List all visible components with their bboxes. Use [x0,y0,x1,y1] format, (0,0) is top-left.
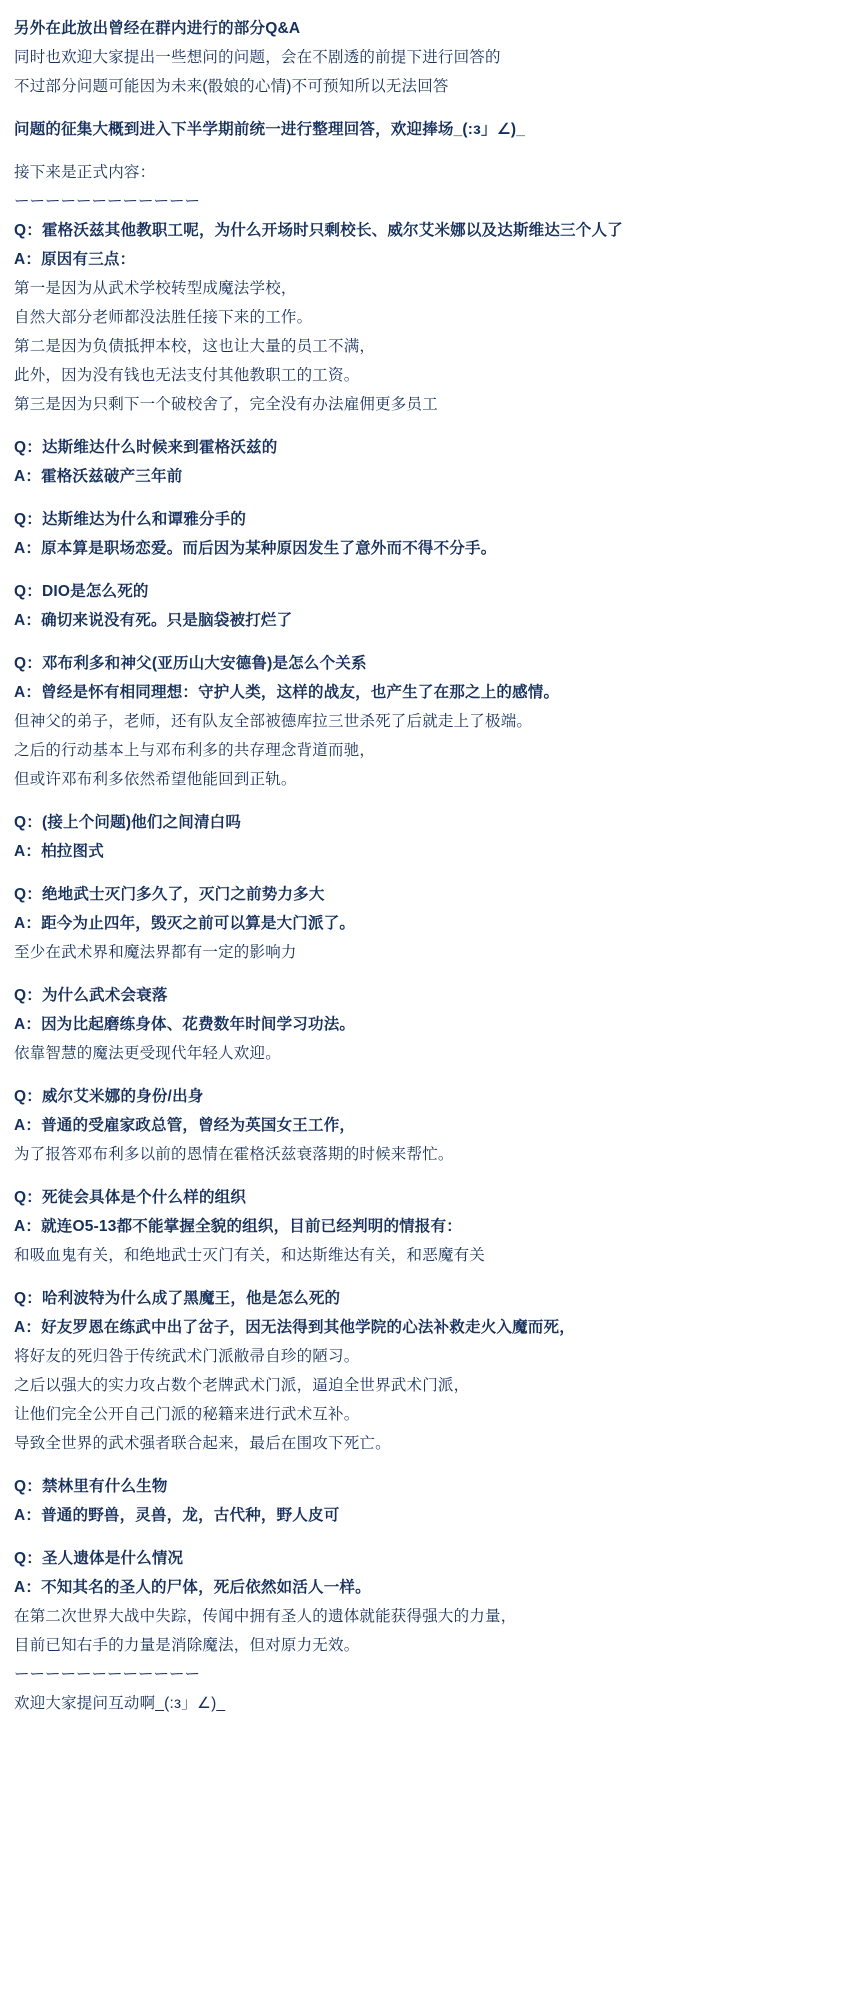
qa-answer-line: A：普通的受雇家政总管，曾经为英国女王工作， [14,1117,356,1134]
qa-answer-line: 依靠智慧的魔法更受现代年轻人欢迎。 [14,1045,281,1062]
qa-answer-line: A：距今为止四年，毁灭之前可以算是大门派了。 [14,915,356,932]
closing-line: 欢迎大家提问互动啊_(:з」∠)_ [14,1695,226,1712]
qa-answer-line: 第三是因为只剩下一个破校舍了，完全没有办法雇佣更多员工 [14,396,438,413]
qa-answer-line: 但或许邓布利多依然希望他能回到正轨。 [14,771,297,788]
divider-top: ーーーーーーーーーーーー [14,193,201,210]
qa-answer-line: A：就连O5-13都不能掌握全貌的组织，目前已经判明的情报有： [14,1218,462,1235]
qa-item [14,433,829,491]
qa-item [14,1183,829,1270]
qa-answer-line: A：原因有三点： [14,251,136,268]
qa-answer-line: 在第二次世界大战中失踪，传闻中拥有圣人的遗体就能获得强大的力量， [14,1608,517,1625]
qa-answer-line: 此外，因为没有钱也无法支付其他教职工的工资。 [14,367,360,384]
qa-item [14,981,829,1068]
qa-question: Q：哈利波特为什么成了黑魔王，他是怎么死的 [14,1290,341,1307]
spacer-4 [14,491,829,505]
qa-answer-line: 第一是因为从武术学校转型成魔法学校， [14,280,297,297]
spacer-5 [14,563,829,577]
qa-question: Q：达斯维达什么时候来到霍格沃兹的 [14,439,278,456]
qa-item [14,880,829,967]
qa-question: Q：为什么武术会衰落 [14,987,168,1004]
qa-question: Q：霍格沃兹其他教职工呢，为什么开场时只剩校长、威尔艾米娜以及达斯维达三个人了 [14,222,623,239]
qa-answer-line: 第二是因为负债抵押本校，这也让大量的员工不满， [14,338,376,355]
qa-answer-line: 和吸血鬼有关，和绝地武士灭门有关，和达斯维达有关，和恶魔有关 [14,1247,486,1264]
qa-item [14,1284,829,1458]
qa-item [14,649,829,794]
qa-question: Q：圣人遗体是什么情况 [14,1550,184,1567]
section-lead: 接下来是正式内容： [14,164,156,181]
qa-question: Q：禁林里有什么生物 [14,1478,168,1495]
qa-answer-line: A：普通的野兽，灵兽，龙，古代种，野人皮可 [14,1507,340,1524]
qa-answer-line: 让他们完全公开自己门派的秘籍来进行武术互补。 [14,1406,360,1423]
qa-answer-line: 之后的行动基本上与邓布利多的共存理念背道而驰， [14,742,376,759]
qa-answer-line: A：曾经是怀有相同理想：守护人类，这样的战友，也产生了在那之上的感情。 [14,684,560,701]
intro-line-1: 另外在此放出曾经在群内进行的部分Q&A [14,20,301,37]
qa-item [14,1472,829,1530]
intro-line-2: 同时也欢迎大家提出一些想问的问题，会在不剧透的前提下进行回答的 [14,49,501,66]
qa-question: Q：(接上个问题)他们之间清白吗 [14,814,242,831]
spacer-10 [14,1068,829,1082]
qa-answer-line: 至少在武术界和魔法界都有一定的影响力 [14,944,297,961]
qa-answer-line: 自然大部分老师都没法胜任接下来的工作。 [14,309,313,326]
qa-question: Q：邓布利多和神父(亚历山大安德鲁)是怎么个关系 [14,655,367,672]
divider-bottom: ーーーーーーーーーーーー [14,1666,201,1683]
spacer-12 [14,1270,829,1284]
spacer-7 [14,794,829,808]
spacer-2 [14,144,829,158]
intro-block [14,14,829,101]
spacer-8 [14,866,829,880]
spacer-13 [14,1458,829,1472]
qa-item [14,505,829,563]
qa-answer-line: 目前已知右手的力量是消除魔法，但对原力无效。 [14,1637,360,1654]
qa-answer-line: 导致全世界的武术强者联合起来，最后在围攻下死亡。 [14,1435,391,1452]
qa-answer-line: A：不知其名的圣人的尸体，死后依然如活人一样。 [14,1579,371,1596]
qa-answer-line: A：因为比起磨练身体、花费数年时间学习功法。 [14,1016,356,1033]
qa-answer-line: A：柏拉图式 [14,843,104,860]
qa-question: Q：DIO是怎么死的 [14,583,149,600]
qa-answer-line: A：好友罗恩在练武中出了岔子，因无法得到其他学院的心法补救走火入魔而死， [14,1319,575,1336]
spacer-6 [14,635,829,649]
qa-answer-line: 将好友的死归咎于传统武术门派敝帚自珍的陋习。 [14,1348,360,1365]
intro-line-3: 不过部分问题可能因为未来(骰娘的心情)不可预知所以无法回答 [14,78,449,95]
spacer-11 [14,1169,829,1183]
qa-question: Q：死徒会具体是个什么样的组织 [14,1189,247,1206]
qa-item [14,808,829,866]
qa-answer-line: A：霍格沃兹破产三年前 [14,468,183,485]
qa-answer-line: 之后以强大的实力攻占数个老牌武术门派，逼迫全世界武术门派， [14,1377,470,1394]
spacer-3 [14,419,829,433]
qa-answer-line: A：确切来说没有死。只是脑袋被打烂了 [14,612,293,629]
spacer-9 [14,967,829,981]
qa-answer-line: A：原本算是职场恋爱。而后因为某种原因发生了意外而不得不分手。 [14,540,497,557]
qa-item [14,1544,829,1660]
qa-question: Q：威尔艾米娜的身份/出身 [14,1088,204,1105]
spacer-14 [14,1530,829,1544]
qa-item [14,1082,829,1169]
qa-answer-line: 但神父的弟子，老师，还有队友全部被德库拉三世杀死了后就走上了极端。 [14,713,533,730]
qa-item [14,216,829,419]
qa-question: Q：绝地武士灭门多久了，灭门之前势力多大 [14,886,325,903]
qa-item [14,577,829,635]
notice-line: 问题的征集大概到进入下半学期前统一进行整理回答，欢迎捧场_(:з」∠)_ [14,121,526,138]
qa-question: Q：达斯维达为什么和谭雅分手的 [14,511,247,528]
qa-answer-line: 为了报答邓布利多以前的恩情在霍格沃兹衰落期的时候来帮忙。 [14,1146,454,1163]
spacer-1 [14,101,829,115]
